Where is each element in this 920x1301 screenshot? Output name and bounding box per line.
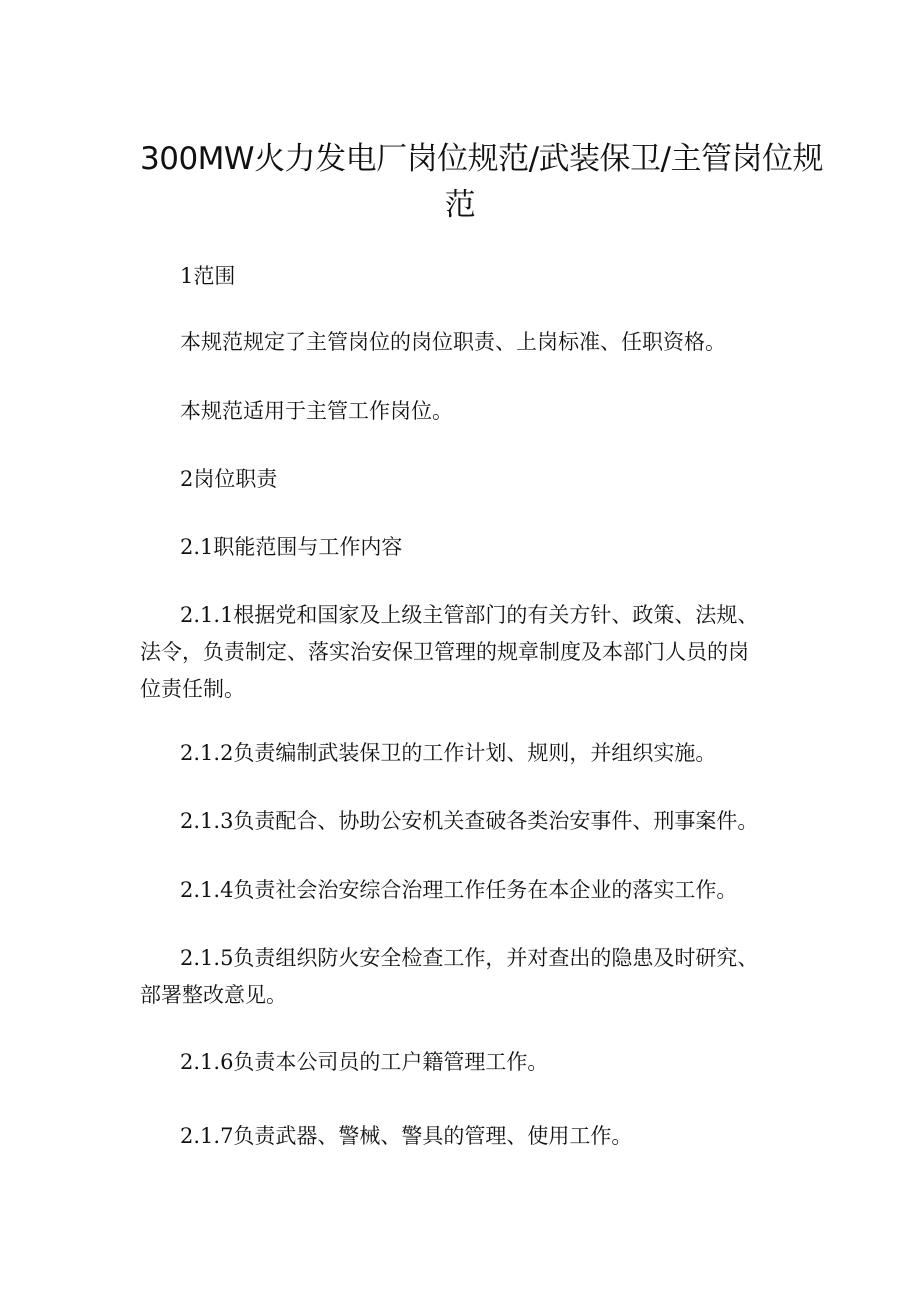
title-line-1: 300MW火力发电厂岗位规范/武装保卫/主管岗位规	[140, 141, 823, 177]
clause-line: 法令，负责制定、落实治安保卫管理的规章制度及本部门人员的岗	[140, 640, 749, 664]
paragraph-text: 2.1.2负责编制武装保卫的工作计划、规则，并组织实施。	[180, 741, 717, 765]
paragraph-text: 2.1职能范围与工作内容	[180, 535, 403, 559]
section-heading-scope	[140, 258, 780, 295]
document-title	[140, 136, 823, 228]
paragraph-text: 2.1.3负责配合、协助公安机关查破各类治安事件、刑事案件。	[180, 809, 759, 833]
paragraph-text: 2.1.7负责武器、警械、警具的管理、使用工作。	[180, 1124, 633, 1148]
paragraph-text: 2岗位职责	[180, 467, 278, 491]
paragraph-text: 1范围	[180, 264, 236, 288]
clause-2-1-4	[140, 872, 780, 909]
paragraph-scope-applicability	[140, 393, 780, 430]
subsection-heading-scope-of-work	[140, 529, 780, 566]
section-heading-duties	[140, 461, 780, 498]
clause-2-1-3	[140, 803, 780, 840]
clause-line: 2.1.1根据党和国家及上级主管部门的有关方针、政策、法规、	[180, 603, 759, 627]
paragraph-scope-definition	[140, 324, 780, 361]
paragraph-text: 2.1.4负责社会治安综合治理工作任务在本企业的落实工作。	[180, 878, 738, 902]
paragraph-text: 本规范规定了主管岗位的岗位职责、上岗标准、任职资格。	[180, 330, 726, 354]
clause-line: 部署整改意见。	[140, 983, 287, 1007]
clause-2-1-5	[140, 940, 780, 1014]
clause-line: 位责任制。	[140, 677, 245, 701]
clause-2-1-7	[140, 1118, 780, 1155]
paragraph-text: 本规范适用于主管工作岗位。	[180, 399, 453, 423]
title-line-2: 范	[444, 187, 476, 223]
clause-line: 2.1.5负责组织防火安全检查工作，并对查出的隐患及时研究、	[180, 946, 759, 970]
clause-2-1-1	[140, 597, 780, 708]
clause-2-1-2	[140, 735, 780, 772]
clause-2-1-6	[140, 1044, 780, 1081]
paragraph-text: 2.1.6负责本公司员的工户籍管理工作。	[180, 1050, 549, 1074]
